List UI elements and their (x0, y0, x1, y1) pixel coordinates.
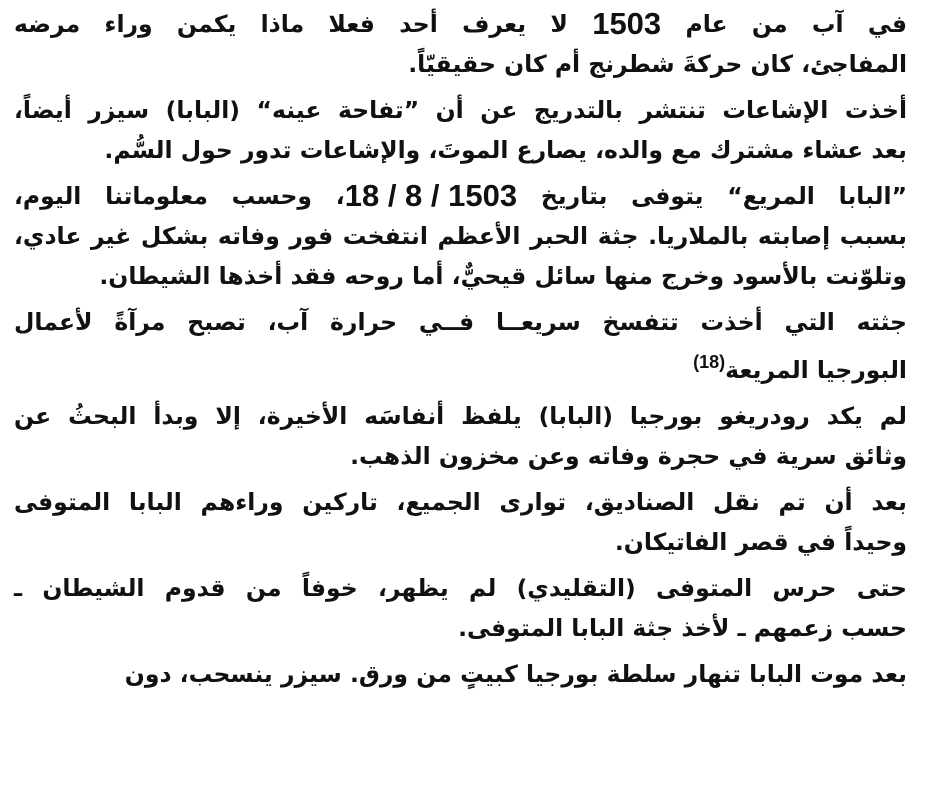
paragraph (14, 302, 907, 390)
text-segment: جثته التي أخذت تتفسخ سريعــا فــي حرارة آب، تصبح مرآةً لأعمال (14, 308, 907, 336)
text-line (14, 342, 907, 390)
footnote-ref: (18) (693, 352, 726, 372)
text-segment: بسبب إصابته بالملاريا. جثة الحبر الأعظم انتفخت فور وفاته بشكل غير عادي، (14, 222, 907, 250)
number-text: 18 / 8 / 1503 (344, 178, 518, 213)
paragraph (14, 568, 907, 648)
paragraph (14, 654, 907, 694)
text-line (14, 216, 907, 256)
text-segment: ، وحسب معلوماتنا اليوم، (14, 182, 345, 210)
text-segment: المفاجئ، كان حركةَ شطرنج أم كان حقيقيّاً. (408, 50, 907, 78)
text-line (14, 482, 907, 522)
text-segment: بعد أن تم نقل الصناديق، توارى الجميع، تاركين وراءهم البابا المتوفى (14, 488, 907, 516)
text-segment: وحيداً في قصر الفاتيكان. (614, 528, 907, 556)
text-line (14, 436, 907, 476)
text-line (14, 44, 907, 84)
text-line (14, 608, 907, 648)
text-line (14, 4, 907, 44)
text-segment: لا يعرف أحد فعلا ماذا يكمن وراء مرضه (14, 10, 593, 38)
paragraph (14, 90, 907, 170)
paragraph (14, 176, 907, 296)
text-segment: بعد موت البابا تنهار سلطة بورجيا كبيتٍ من ورق. سيزر ينسحب، دون (124, 660, 907, 688)
text-segment: أخذت الإشاعات تنتشر بالتدريج عن أن ”تفاحة عينه“ (البابا) سيزر أيضاً، (14, 96, 907, 124)
text-segment: وتلوّنت بالأسود وخرج منها سائل قيحيٌّ، أما روحه فقد أخذها الشيطان. (99, 262, 907, 290)
text-segment: بعد عشاء مشترك مع والده، يصارع الموتَ، والإشاعات تدور حول السُّم. (104, 136, 907, 164)
text-line (14, 130, 907, 170)
text-line (14, 176, 907, 216)
paragraph (14, 482, 907, 562)
text-segment: وثائق سرية في حجرة وفاته وعن مخزون الذهب. (350, 442, 907, 470)
text-segment: لم يكد رودريغو بورجيا (البابا) يلفظ أنفاسَه الأخيرة، إلا وبدأ البحثُ عن (14, 402, 907, 430)
text-line (14, 568, 907, 608)
text-line (14, 90, 907, 130)
number-text: 1503 (592, 6, 662, 41)
text-line (14, 256, 907, 296)
text-segment: حتى حرس المتوفى (التقليدي) لم يظهر، خوفاً من قدوم الشيطان ـ (14, 574, 907, 602)
text-segment: حسب زعمهم ـ لأخذ جثة البابا المتوفى. (458, 614, 907, 642)
text-line (14, 302, 907, 342)
text-segment: ”البابا المريع“ يتوفى بتاريخ (517, 182, 908, 210)
text-line (14, 396, 907, 436)
text-segment: في آب من عام (661, 10, 908, 38)
text-segment: البورجيا المريعة (725, 356, 907, 384)
text-line (14, 522, 907, 562)
paragraph (14, 396, 907, 476)
text-line (14, 654, 907, 694)
paragraph (14, 4, 907, 84)
